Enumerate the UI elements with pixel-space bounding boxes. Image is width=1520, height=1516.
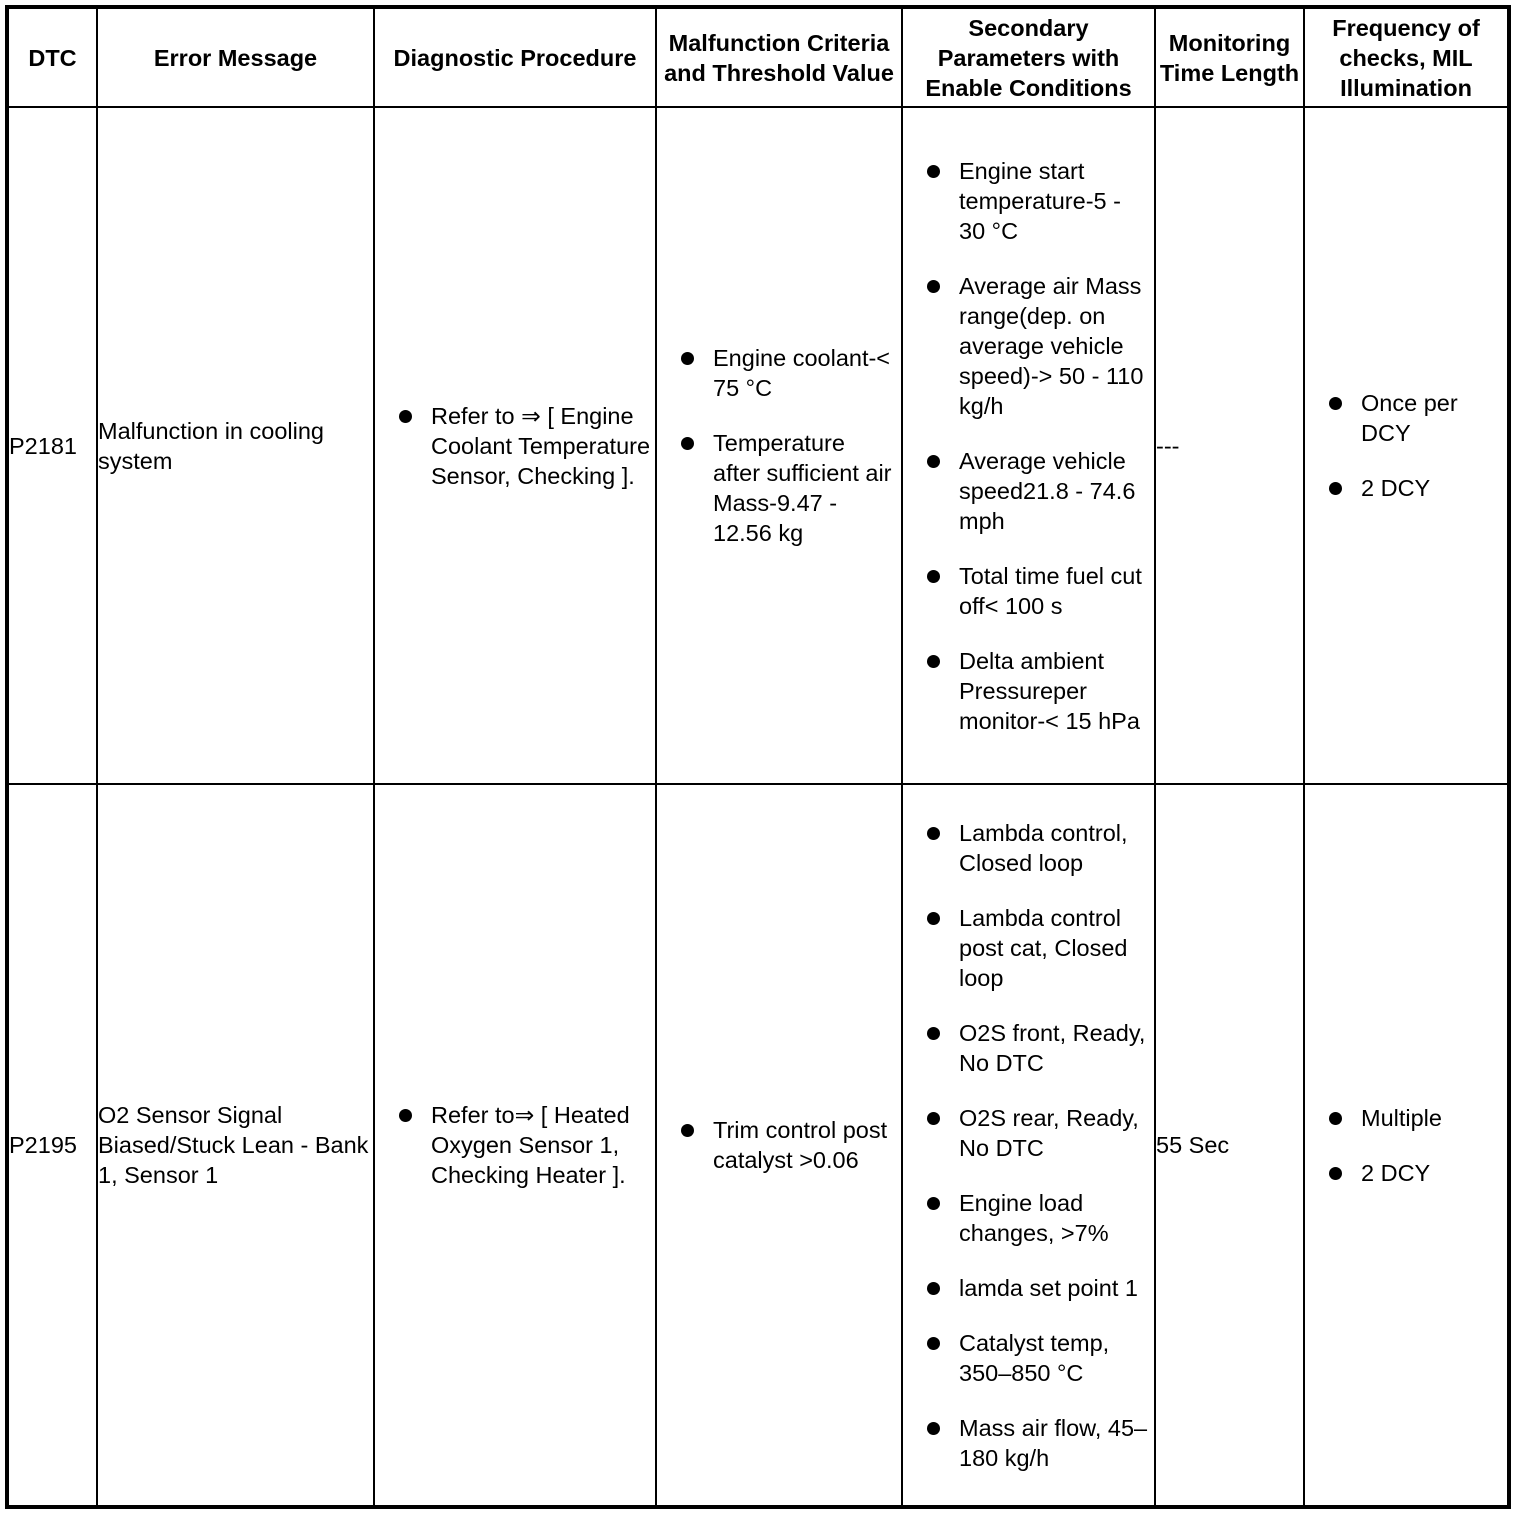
frequency — [1304, 107, 1509, 784]
diagnostic-procedure — [374, 784, 656, 1507]
parameter-text: Catalyst temp, 350–850 °C — [959, 1329, 1110, 1386]
malfunction-criteria — [656, 784, 902, 1507]
parameter-text: Delta ambient Pressureper monitor-< 15 hPa — [959, 647, 1140, 734]
criteria-text: Engine coolant-< 75 °C — [713, 345, 891, 401]
list-item — [657, 428, 901, 548]
list-item — [903, 156, 1154, 246]
list-item — [903, 1328, 1154, 1388]
list-item — [657, 1115, 901, 1175]
parameter-text: Average air Mass range(dep. on average vehicle speed)-> 50 - 110 kg/h — [959, 272, 1144, 419]
list-item — [1305, 1103, 1507, 1133]
bullet-icon — [681, 352, 694, 365]
table-row — [7, 784, 1509, 1507]
list-item — [903, 561, 1154, 621]
bullet-icon — [927, 165, 940, 178]
bullet-icon — [1329, 1167, 1342, 1180]
diagnostic-procedure — [374, 107, 656, 784]
list-item — [375, 1100, 655, 1190]
parameter-text: Engine load changes, >7% — [959, 1189, 1109, 1246]
parameter-text: Average vehicle speed21.8 - 74.6 mph — [959, 447, 1136, 534]
parameter-text: Lambda control, Closed loop — [959, 819, 1128, 876]
header-malfunction-criteria: Malfunction Criteria and Threshold Value — [656, 7, 902, 107]
bullet-icon — [927, 1197, 940, 1210]
list-item — [657, 343, 901, 403]
parameter-text: lamda set point 1 — [959, 1274, 1138, 1301]
bullet-icon — [1329, 397, 1342, 410]
header-row — [7, 7, 1509, 107]
frequency — [1304, 784, 1509, 1507]
bullet-icon — [399, 1109, 412, 1122]
list-item — [903, 1018, 1154, 1078]
header-secondary-parameters: Secondary Parameters with Enable Conditions — [902, 7, 1155, 107]
parameter-text: O2S rear, Ready, No DTC — [959, 1104, 1139, 1161]
monitoring-time: 55 Sec — [1155, 784, 1304, 1507]
parameter-text: Mass air flow, 45–180 kg/h — [959, 1414, 1148, 1471]
header-error-message: Error Message — [97, 7, 374, 107]
frequency-text: 2 DCY — [1361, 475, 1431, 501]
list-item — [1305, 388, 1507, 448]
frequency-text: 2 DCY — [1361, 1159, 1431, 1186]
procedure-text: Refer to ⇒ [ Engine Coolant Temperature Sensor, Checking ]. — [431, 402, 651, 489]
list-item — [903, 1188, 1154, 1248]
bullet-icon — [399, 410, 412, 423]
dtc-code: P2181 — [7, 107, 97, 784]
malfunction-criteria — [656, 107, 902, 784]
list-item — [1305, 1158, 1507, 1188]
frequency-text: Multiple — [1361, 1104, 1442, 1131]
bullet-icon — [927, 912, 940, 925]
header-frequency: Frequency of checks, MIL Illumination — [1304, 7, 1509, 107]
list-item — [903, 818, 1154, 878]
parameter-text: Lambda control post cat, Closed loop — [959, 904, 1128, 991]
bullet-icon — [927, 1027, 940, 1040]
bullet-icon — [927, 455, 940, 468]
monitoring-time: --- — [1155, 107, 1304, 784]
dtc-code: P2195 — [7, 784, 97, 1507]
list-item — [903, 903, 1154, 993]
list-item — [903, 646, 1154, 736]
list-item — [903, 446, 1154, 536]
bullet-icon — [1329, 482, 1342, 495]
bullet-icon — [927, 1112, 940, 1125]
dtc-table — [5, 5, 1511, 1509]
secondary-parameters — [902, 784, 1155, 1507]
list-item — [903, 271, 1154, 421]
header-diagnostic-procedure: Diagnostic Procedure — [374, 7, 656, 107]
error-message: O2 Sensor Signal Biased/Stuck Lean - Bank 1, Sensor 1 — [97, 784, 374, 1507]
procedure-text: Refer to⇒ [ Heated Oxygen Sensor 1, Checking Heater ]. — [431, 1102, 630, 1188]
bullet-icon — [927, 1337, 940, 1350]
list-item — [903, 1103, 1154, 1163]
bullet-icon — [927, 570, 940, 583]
error-message: Malfunction in cooling system — [97, 107, 374, 784]
bullet-icon — [927, 1282, 940, 1295]
header-monitoring-time: Monitoring Time Length — [1155, 7, 1304, 107]
bullet-icon — [927, 280, 940, 293]
bullet-icon — [681, 1124, 694, 1137]
bullet-icon — [681, 437, 694, 450]
list-item — [903, 1413, 1154, 1473]
table-row — [7, 107, 1509, 784]
frequency-text: Once per DCY — [1361, 390, 1458, 446]
list-item — [903, 1273, 1154, 1303]
bullet-icon — [927, 655, 940, 668]
parameter-text: Engine start temperature-5 - 30 °C — [959, 157, 1121, 244]
secondary-parameters — [902, 107, 1155, 784]
bullet-icon — [927, 827, 940, 840]
list-item — [1305, 473, 1507, 503]
parameter-text: Total time fuel cut off< 100 s — [959, 562, 1142, 619]
criteria-text: Temperature after sufficient air Mass-9.47 - 12.56 kg — [713, 430, 892, 546]
criteria-text: Trim control post catalyst >0.06 — [713, 1117, 888, 1173]
list-item — [375, 401, 655, 491]
bullet-icon — [927, 1422, 940, 1435]
bullet-icon — [1329, 1112, 1342, 1125]
header-dtc: DTC — [7, 7, 97, 107]
parameter-text: O2S front, Ready, No DTC — [959, 1019, 1146, 1076]
